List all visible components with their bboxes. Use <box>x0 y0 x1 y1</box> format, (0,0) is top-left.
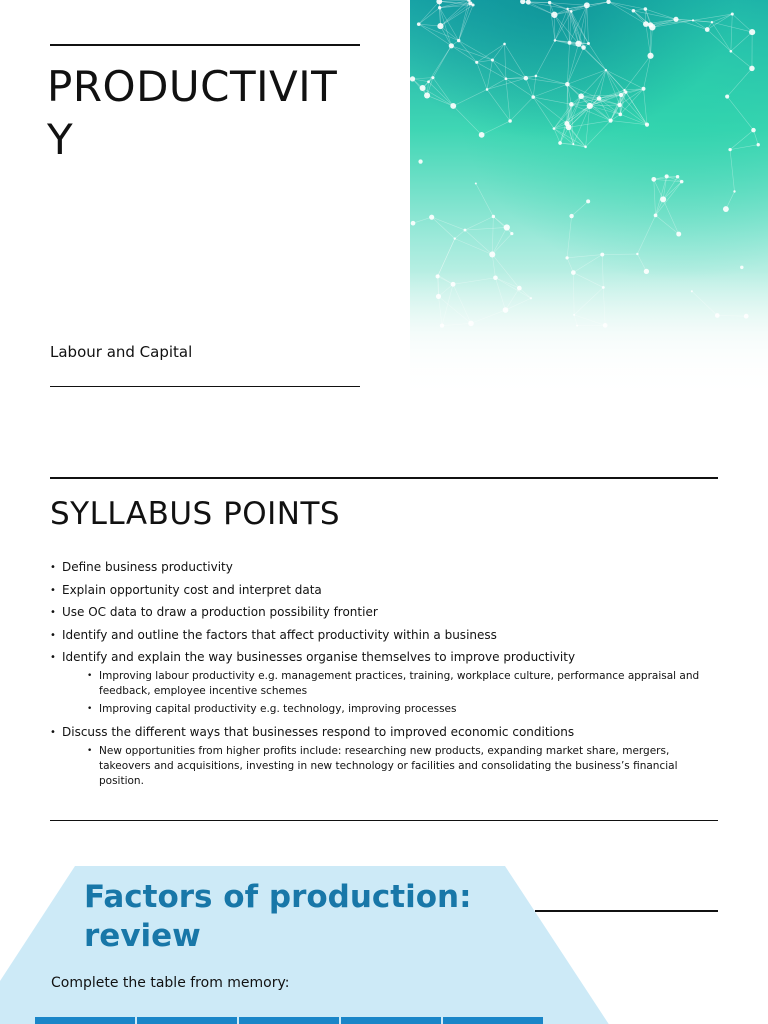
network-line <box>487 79 506 90</box>
network-line <box>506 79 510 121</box>
factors-title: Factors of production: review <box>84 879 472 954</box>
network-line <box>571 2 608 12</box>
network-dot <box>424 92 430 98</box>
network-line <box>459 41 477 63</box>
network-line <box>413 78 433 79</box>
network-line <box>731 32 752 51</box>
network-dot <box>454 237 456 239</box>
network-line <box>637 254 646 271</box>
network-dot <box>510 232 513 235</box>
network-dot <box>503 43 506 46</box>
network-line <box>588 43 605 70</box>
network-dot <box>581 45 586 50</box>
title-slide <box>0 0 768 430</box>
network-line <box>572 201 589 216</box>
network-dot <box>468 1 472 5</box>
network-line <box>584 48 606 70</box>
network-dot <box>632 9 636 13</box>
table-header-cell <box>341 1017 441 1024</box>
network-line <box>656 215 679 234</box>
network-line <box>654 179 682 181</box>
network-line <box>712 14 732 22</box>
network-dot <box>564 121 569 126</box>
hero-fade <box>410 270 768 430</box>
network-dot <box>475 61 478 64</box>
network-line <box>429 46 452 82</box>
network-line <box>465 227 507 230</box>
network-dot <box>438 6 441 9</box>
network-line <box>652 19 676 27</box>
network-dot <box>479 132 485 138</box>
network-line <box>536 40 555 75</box>
network-dot <box>572 143 574 145</box>
network-dot <box>618 113 622 117</box>
sub-bullet-item: • Improving capital productivity e.g. technology, improving processes <box>87 702 720 717</box>
network-dot <box>570 10 573 13</box>
network-dot <box>457 39 460 42</box>
network-dot <box>565 256 568 259</box>
network-line <box>644 89 647 125</box>
network-dot <box>609 119 613 123</box>
syllabus-title: SYLLABUS POINTS <box>50 496 341 532</box>
network-line <box>550 3 555 41</box>
network-line <box>419 8 440 24</box>
network-dot <box>730 50 733 53</box>
network-dot <box>464 229 467 232</box>
network-dot <box>411 221 416 226</box>
network-dot <box>740 266 743 269</box>
subtitle-bottom-rule <box>50 386 360 387</box>
network-dot <box>524 76 529 81</box>
network-line <box>620 105 647 125</box>
network-dot <box>554 39 557 42</box>
network-line <box>477 60 493 62</box>
network-dot <box>647 53 653 59</box>
hero-image <box>410 0 768 430</box>
network-dot <box>489 251 495 257</box>
network-line <box>506 79 533 97</box>
network-line <box>730 145 758 150</box>
network-dot <box>757 143 760 146</box>
network-line <box>693 14 732 20</box>
network-dot <box>410 76 415 81</box>
network-line <box>455 230 465 239</box>
network-dot <box>535 75 538 78</box>
network-dot <box>418 159 422 163</box>
network-line <box>567 216 571 258</box>
table-header-cell <box>137 1017 237 1024</box>
network-line <box>453 89 487 106</box>
network-line <box>492 60 505 79</box>
network-dot <box>711 21 713 23</box>
network-dot <box>566 8 568 10</box>
network-dot <box>551 12 557 18</box>
slide-title: PRODUCTIVITY <box>47 62 338 164</box>
network-dot <box>660 196 666 202</box>
network-line <box>587 5 589 43</box>
network-line <box>571 11 578 43</box>
network-dot <box>520 0 525 4</box>
bullet-item: • Identify and outline the factors that affect productivity within a business <box>50 628 720 643</box>
network-line <box>656 176 667 215</box>
network-line <box>633 9 645 11</box>
network-line <box>440 5 473 26</box>
network-dot <box>643 21 649 27</box>
network-line <box>528 2 567 9</box>
network-line <box>465 230 492 254</box>
network-line <box>730 150 734 192</box>
network-line <box>505 44 506 79</box>
network-dot <box>749 29 755 35</box>
network-line <box>451 46 476 63</box>
syllabus-bullet-list <box>50 560 720 796</box>
syllabus-bottom-rule <box>50 820 718 821</box>
network-line <box>554 15 578 44</box>
network-line <box>606 70 625 90</box>
network-dot <box>504 224 510 230</box>
network-line <box>453 106 481 135</box>
network-dot <box>587 42 590 45</box>
factors-slide <box>0 860 768 1024</box>
network-line <box>533 97 554 129</box>
network-line <box>602 254 637 255</box>
factors-table-header <box>35 1017 543 1024</box>
network-line <box>731 51 752 68</box>
network-dot <box>431 76 434 79</box>
network-line <box>726 191 735 209</box>
table-header-cell <box>239 1017 339 1024</box>
network-line <box>432 217 455 238</box>
network-dot <box>531 95 535 99</box>
network-dot <box>437 23 443 29</box>
network-dot <box>636 253 638 255</box>
network-dot <box>725 94 729 98</box>
network-line <box>492 44 504 60</box>
bullet-item: • Use OC data to draw a production possibility frontier <box>50 605 720 620</box>
network-dot <box>751 128 756 133</box>
network-dot <box>749 66 754 71</box>
network-dot <box>586 199 590 203</box>
network-line <box>586 121 611 147</box>
network-line <box>567 255 602 258</box>
network-line <box>730 130 753 150</box>
network-dot <box>575 41 581 47</box>
network-dot <box>569 214 573 218</box>
network-line <box>492 60 525 78</box>
network-dot <box>417 22 421 26</box>
network-line <box>625 90 647 125</box>
network-line <box>663 199 679 234</box>
network-dot <box>578 93 584 99</box>
network-dot <box>584 146 587 149</box>
network-dot <box>597 96 602 101</box>
network-line <box>482 121 510 135</box>
network-line <box>567 48 583 85</box>
network-line <box>609 2 646 24</box>
network-dot <box>475 182 477 184</box>
table-header-cell <box>35 1017 135 1024</box>
network-line <box>465 216 493 230</box>
network-dot <box>692 19 694 21</box>
network-line <box>477 62 487 89</box>
network-dot <box>731 12 734 15</box>
network-line <box>459 3 471 40</box>
network-dot <box>605 69 607 71</box>
title-top-rule <box>50 44 360 46</box>
network-dot <box>508 119 512 123</box>
network-dot <box>558 141 562 145</box>
sub-bullet-list <box>62 669 720 717</box>
network-line <box>727 68 752 96</box>
bullet-item: • Identify and explain the way businesses organise themselves to improve productivity • Improving labour productivity e.g. management practices, training, workplace culture, performance appraisal and feedback, employee incentive schemes • Improving capital productivity e.g. technology, improving processes <box>50 650 720 717</box>
network-dot <box>450 103 456 109</box>
network-dot <box>649 24 655 30</box>
sub-bullet-list <box>62 744 720 789</box>
network-line <box>455 239 492 255</box>
network-dot <box>553 127 556 130</box>
network-line <box>487 89 510 121</box>
network-dot <box>644 7 648 11</box>
instruction-text: Complete the table from memory: <box>51 975 290 991</box>
sub-bullet-item: • Improving labour productivity e.g. management practices, training, workplace culture, performance appraisal and feedback, employee incentive schemes <box>87 669 720 699</box>
network-dot <box>618 103 622 107</box>
network-dot <box>491 58 494 61</box>
network-line <box>637 215 655 254</box>
network-line <box>413 217 432 223</box>
network-line <box>654 179 663 199</box>
table-header-cell <box>443 1017 543 1024</box>
network-line <box>573 106 589 144</box>
bullet-item: • Define business productivity <box>50 560 720 575</box>
network-dot <box>505 77 508 80</box>
network-dot <box>600 253 604 257</box>
network-line <box>487 60 492 89</box>
network-dot <box>665 174 669 178</box>
network-dot <box>565 82 570 87</box>
network-line <box>526 78 533 97</box>
network-line <box>510 97 533 121</box>
network-line <box>419 24 452 46</box>
network-dot <box>654 214 658 218</box>
network-line <box>731 14 732 51</box>
network-dot <box>733 190 735 192</box>
network-line <box>419 1 440 24</box>
network-line <box>656 182 682 216</box>
network-dot <box>680 180 684 184</box>
network-dot <box>645 123 649 127</box>
network-line <box>533 97 571 104</box>
network-line <box>727 97 753 131</box>
network-line <box>533 84 567 97</box>
network-line <box>476 183 494 216</box>
network-dot <box>420 85 426 91</box>
network-line <box>492 216 493 254</box>
network-dot <box>568 41 572 45</box>
network-dot <box>723 206 729 212</box>
bullet-item: • Discuss the different ways that businesses respond to improved economic conditions • New opportunities from higher profits include: researching new products, expanding market share, mergers, takeovers and acquisitions, investing in new technology or facilities and consolidating the business’s financial position. <box>50 725 720 789</box>
slide-subtitle: Labour and Capital <box>50 343 193 361</box>
network-line <box>526 78 567 84</box>
network-dot <box>584 2 590 8</box>
network-dot <box>623 89 625 91</box>
network-line <box>599 70 606 98</box>
network-dot <box>728 148 731 151</box>
network-dot <box>642 87 646 91</box>
network-dot <box>427 80 430 83</box>
network-line <box>505 44 526 78</box>
network-dot <box>673 17 678 22</box>
network-dot <box>587 103 593 109</box>
network-dot <box>676 232 681 237</box>
network-line <box>754 130 759 145</box>
network-dot <box>569 102 574 107</box>
network-dot <box>449 43 454 48</box>
syllabus-slide <box>0 430 768 860</box>
network-line <box>590 105 620 106</box>
network-dot <box>526 0 531 5</box>
network-dot <box>492 215 495 218</box>
network-dot <box>651 177 656 182</box>
bullet-item: • Explain opportunity cost and interpret data <box>50 583 720 598</box>
factors-rule <box>535 910 718 912</box>
network-line <box>654 179 656 215</box>
network-dot <box>619 93 623 97</box>
network-dot <box>486 88 489 91</box>
sub-bullet-item: • New opportunities from higher profits include: researching new products, expanding market share, mergers, takeovers and acquisitions, investing in new technology or facilities and consolidating the business’s financial position. <box>87 744 720 789</box>
network-dot <box>548 1 551 4</box>
network-line <box>440 26 458 41</box>
network-dot <box>606 0 610 4</box>
network-line <box>432 217 465 230</box>
network-dot <box>429 215 434 220</box>
syllabus-top-rule <box>50 477 718 479</box>
network-dot <box>705 27 710 32</box>
network-line <box>567 96 581 123</box>
network-dot <box>676 175 679 178</box>
network-line <box>567 70 605 84</box>
